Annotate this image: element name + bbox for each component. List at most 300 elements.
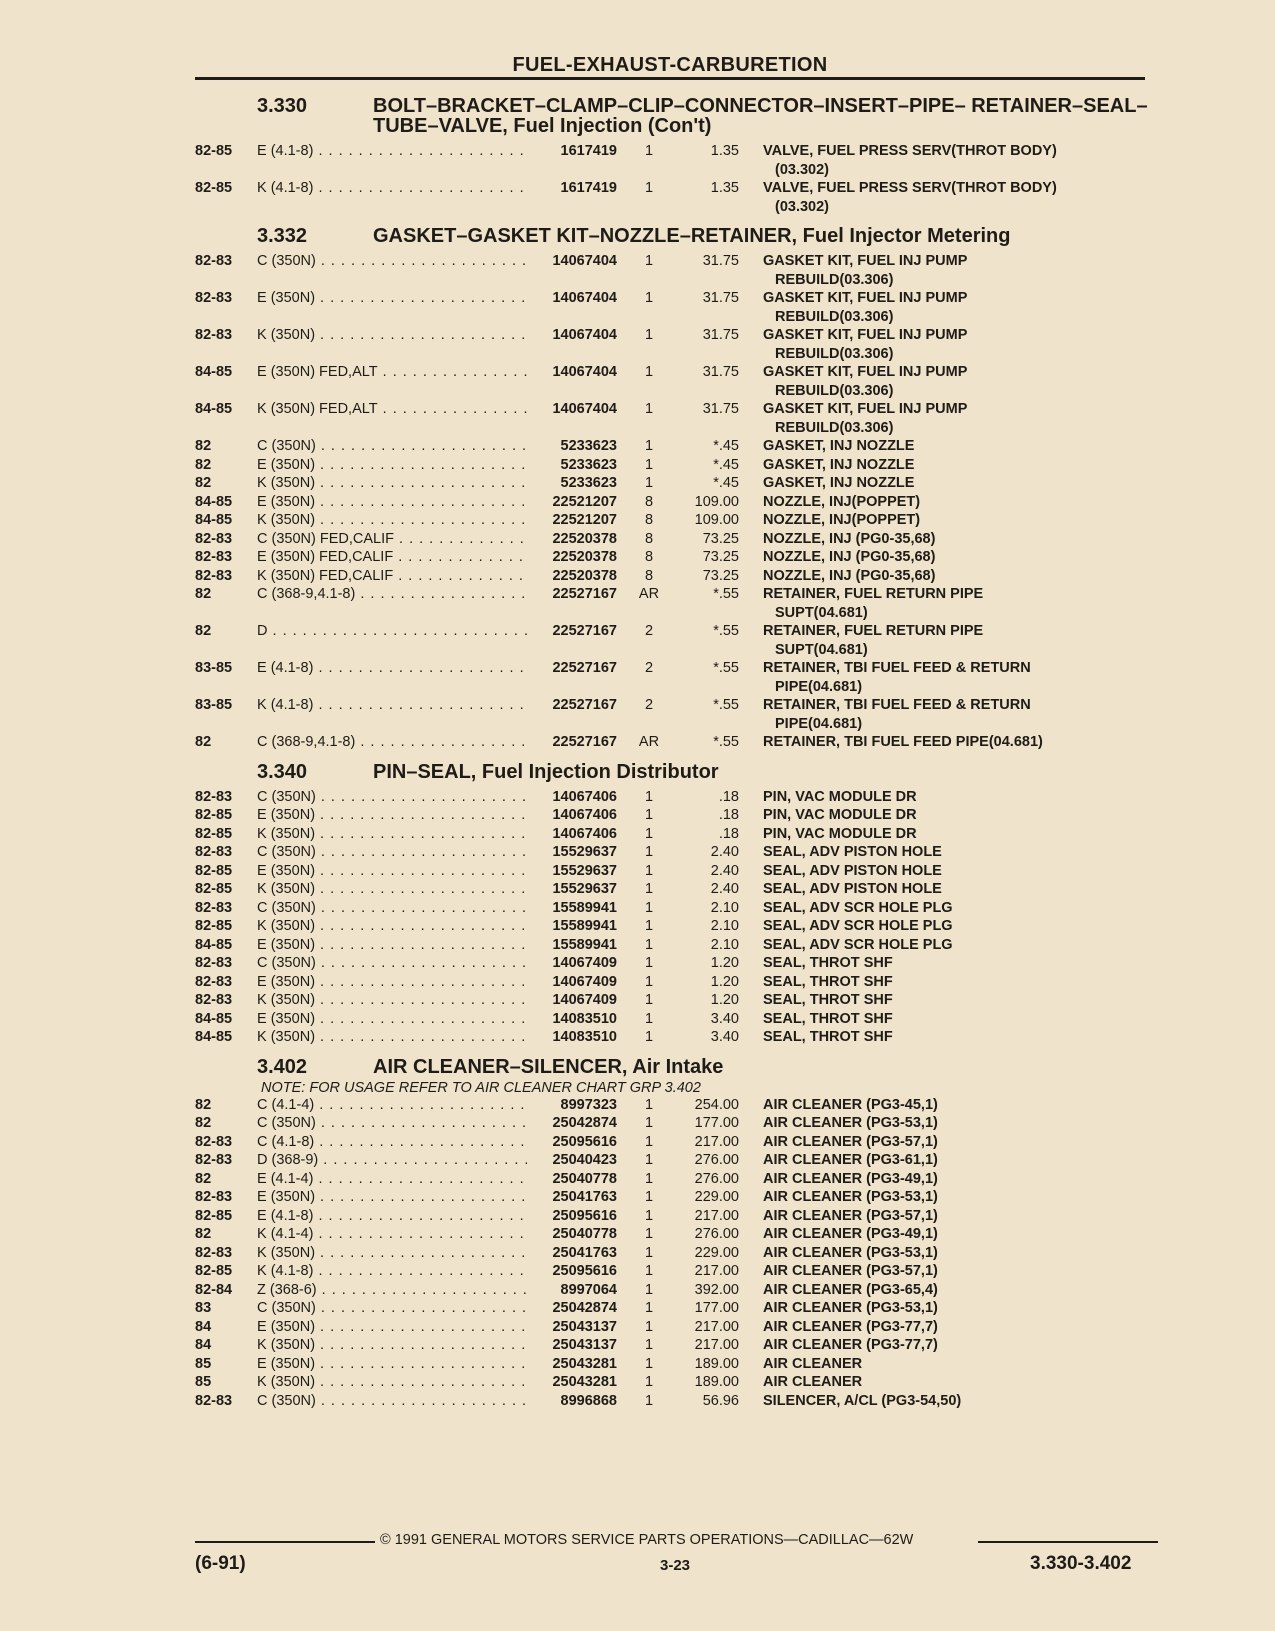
part-row [195,567,1155,586]
part-number: 5233623 [560,438,617,454]
model-code: K (4.1-8) . . . [257,1262,527,1281]
part-description [763,1244,1113,1263]
part-number: 25041763 [552,1189,617,1205]
part-number: 22527167 [552,734,617,750]
part-row [195,1170,1155,1189]
price: 392.00 [694,1281,739,1298]
quantity: 8 [644,567,654,584]
quantity: 1 [644,456,654,473]
model-code: C (350N) . . . [257,437,527,456]
model-years: 83-85 [195,697,233,713]
part-number: 14067404 [552,253,617,269]
part-description [763,1225,1113,1244]
part-row [195,659,1155,696]
quantity: 1 [644,844,654,860]
model-code: C (350N) FED,CALIF . . . [257,530,527,549]
model-years: 82-85 [195,1207,233,1224]
model-code: C (4.1-8) . . . [257,1133,527,1152]
part-number: 15589941 [552,936,617,953]
price: 2.40 [710,881,739,897]
part-number: 25095616 [552,1263,617,1279]
description-line: RETAINER, TBI FUEL FEED & RETURN [763,697,1031,713]
part-number: 1617419 [560,143,617,159]
model-years: 84-85 [195,401,233,417]
part-row [195,806,1155,825]
quantity: 8 [644,493,654,510]
model-code: E (350N) . . . [257,289,527,326]
model-code: E (350N) . . . [257,493,527,512]
model-years: 82-83 [195,955,233,971]
price: 2.40 [710,862,739,879]
description-line: GASKET KIT, FUEL INJ PUMP [763,290,968,306]
part-description [763,585,1113,622]
price: 189.00 [694,1374,739,1390]
part-description [763,696,1113,733]
description-continuation: REBUILD(03.306) [775,382,894,399]
part-description [763,825,1113,844]
part-description [763,511,1113,530]
part-description [763,899,1113,918]
quantity: 1 [644,327,654,343]
price: .18 [718,825,739,842]
quantity: AR [638,586,660,602]
part-row [195,548,1155,567]
model-code: K (350N) . . . [257,474,527,493]
parts-listing [195,96,1155,1410]
description-line: SEAL, THROT SHF [763,1029,893,1045]
quantity: 1 [644,862,654,879]
price: 254.00 [694,1096,739,1113]
quantity: 1 [644,973,654,990]
price: 31.75 [702,401,739,417]
price: .18 [718,807,739,823]
part-number: 22527167 [552,697,617,713]
section-note: NOTE: FOR USAGE REFER TO AIR CLEANER CHART GRP 3.402 [261,1079,701,1096]
model-years: 82-85 [195,918,233,934]
description-line: VALVE, FUEL PRESS SERV(THROT BODY) [763,143,1057,159]
part-row [195,530,1155,549]
description-line: RETAINER, TBI FUEL FEED & RETURN [763,660,1031,676]
part-number: 22520378 [552,530,617,547]
part-number: 14067404 [552,290,617,306]
part-number: 5233623 [560,456,617,473]
price: *.55 [713,660,739,676]
model-code: K (350N) . . . [257,511,527,530]
part-row [195,179,1155,216]
model-years: 84-85 [195,512,233,528]
part-description [763,1096,1113,1115]
model-code: E (350N) . . . [257,456,527,475]
part-row [195,437,1155,456]
part-description [763,1207,1113,1226]
quantity: 1 [644,1263,654,1279]
model-years: 82-85 [195,143,233,159]
footer-rule-left [195,1541,375,1543]
model-years: 83-85 [195,660,233,676]
price: 1.35 [710,143,739,159]
section-title: PIN–SEAL, Fuel Injection Distributor [373,760,719,783]
part-number: 8997064 [560,1281,617,1298]
model-years: 82-83 [195,1133,233,1150]
price: 229.00 [694,1244,739,1261]
section-3-330 [195,96,1155,216]
footer-section-range: 3.330-3.402 [1030,1553,1132,1574]
part-number: 14067406 [552,825,617,842]
quantity: 1 [644,1189,654,1205]
quantity: 1 [644,1152,654,1168]
part-number: 5233623 [560,475,617,491]
model-years: 82-83 [195,253,233,269]
description-line: SEAL, THROT SHF [763,973,893,990]
part-row [195,1133,1155,1152]
model-years: 84-85 [195,493,233,510]
part-description [763,1188,1113,1207]
model-code: K (350N) FED,ALT . . . [257,400,527,437]
model-code: E (4.1-4) . . . [257,1170,527,1189]
description-line: AIR CLEANER (PG3-45,1) [763,1096,938,1113]
model-years: 82 [195,1170,212,1187]
model-code: E (350N) . . . [257,806,527,825]
price: 177.00 [694,1300,739,1316]
section-3-340 [195,762,1155,1047]
description-line: AIR CLEANER (PG3-61,1) [763,1152,938,1168]
part-number: 14067409 [552,955,617,971]
quantity: 1 [644,1133,654,1150]
price: 2.10 [710,918,739,934]
price: 31.75 [702,290,739,306]
quantity: 1 [644,1300,654,1316]
quantity: 1 [644,1029,654,1045]
part-row [195,880,1155,899]
quantity: 1 [644,1226,654,1242]
description-line: AIR CLEANER (PG3-49,1) [763,1170,938,1187]
part-description [763,142,1113,179]
quantity: 1 [644,1281,654,1298]
part-number: 25043137 [552,1318,617,1335]
price: 189.00 [694,1355,739,1372]
description-line: AIR CLEANER (PG3-77,7) [763,1318,938,1335]
part-number: 14067409 [552,992,617,1008]
section-code: 3.330 [257,95,308,117]
section-code: 3.340 [257,760,308,783]
model-years: 82-83 [195,973,233,990]
quantity: 1 [644,180,654,196]
price: *.55 [713,586,739,602]
section-3-332 [195,226,1155,752]
description-line: AIR CLEANER (PG3-53,1) [763,1189,938,1205]
part-number: 22521207 [552,493,617,510]
part-number: 25040423 [552,1152,617,1168]
price: 1.20 [710,973,739,990]
model-years: 82 [195,623,212,639]
part-row [195,585,1155,622]
description-line: NOZZLE, INJ (PG0-35,68) [763,567,936,584]
quantity: 1 [644,438,654,454]
description-line: NOZZLE, INJ(POPPET) [763,493,921,510]
part-number: 25043137 [552,1337,617,1353]
model-code: C (4.1-4) . . . [257,1096,527,1115]
price: 217.00 [694,1337,739,1353]
section-code: 3.332 [257,225,308,247]
part-number: 14067409 [552,973,617,990]
part-number: 14067404 [552,364,617,380]
model-code: K (4.1-4) . . . [257,1225,527,1244]
quantity: 8 [644,512,654,528]
price: 56.96 [702,1392,739,1409]
model-years: 82-83 [195,327,233,343]
price: 2.10 [710,936,739,953]
part-description [763,954,1113,973]
part-row [195,917,1155,936]
part-row [195,1392,1155,1411]
description-continuation: SUPT(04.681) [775,604,868,621]
model-code: K (350N) . . . [257,917,527,936]
quantity: 1 [644,1318,654,1335]
quantity: 1 [644,936,654,953]
price: 73.25 [702,549,739,565]
footer-date: (6-91) [195,1553,246,1574]
part-description [763,1010,1113,1029]
description-line: SEAL, ADV SCR HOLE PLG [763,918,953,934]
model-years: 82-85 [195,825,233,842]
part-row [195,1299,1155,1318]
section-title: GASKET–GASKET KIT–NOZZLE–RETAINER, Fuel Injector Metering [373,225,1011,247]
description-line: RETAINER, TBI FUEL FEED PIPE(04.681) [763,734,1043,750]
description-continuation: SUPT(04.681) [775,641,868,658]
part-row [195,788,1155,807]
part-row [195,456,1155,475]
part-number: 14067406 [552,807,617,823]
part-number: 25041763 [552,1244,617,1261]
model-code: E (4.1-8) . . . [257,1207,527,1226]
model-code: D (368-9) . . . [257,1151,527,1170]
part-description [763,862,1113,881]
part-description [763,474,1113,493]
model-years: 85 [195,1374,212,1390]
part-description [763,1299,1113,1318]
model-years: 84 [195,1318,212,1335]
part-row [195,1188,1155,1207]
quantity: 1 [644,364,654,380]
quantity: 1 [644,1096,654,1113]
quantity: 1 [644,143,654,159]
quantity: 1 [644,253,654,269]
model-code: C (350N) . . . [257,788,527,807]
description-continuation: REBUILD(03.306) [775,271,894,288]
model-years: 82-83 [195,992,233,1008]
quantity: 1 [644,1115,654,1131]
model-code: C (368-9,4.1-8) . . . [257,585,527,622]
quantity: 1 [644,788,654,805]
part-description [763,456,1113,475]
description-line: GASKET, INJ NOZZLE [763,438,915,454]
part-row [195,142,1155,179]
quantity: 1 [644,899,654,916]
section-title: BOLT–BRACKET–CLAMP–CLIP–CONNECTOR–INSERT–PIPE– RETAINER–SEAL–TUBE–VALVE, Fuel Injection (Con't) [373,95,1148,137]
description-continuation: (03.302) [775,198,830,215]
part-description [763,936,1113,955]
model-years: 83 [195,1300,212,1316]
model-code: K (4.1-8) . . . [257,696,527,733]
price: 276.00 [694,1170,739,1187]
quantity: 2 [644,623,654,639]
model-years: 82-83 [195,1189,233,1205]
model-code: K (350N) . . . [257,1336,527,1355]
price: 229.00 [694,1189,739,1205]
part-row [195,899,1155,918]
part-description [763,1281,1113,1300]
model-years: 82-85 [195,807,233,823]
model-code: C (350N) . . . [257,843,527,862]
part-number: 15589941 [552,899,617,916]
description-line: SILENCER, A/CL (PG3-54,50) [763,1392,962,1409]
header-rule [195,77,1145,80]
price: 73.25 [702,530,739,547]
part-description [763,289,1113,326]
description-line: AIR CLEANER (PG3-57,1) [763,1263,938,1279]
model-years: 82 [195,1226,212,1242]
section-heading [195,762,1155,782]
part-row [195,326,1155,363]
description-line: AIR CLEANER [763,1355,863,1372]
quantity: 1 [644,881,654,897]
part-description [763,252,1113,289]
part-description [763,991,1113,1010]
part-row [195,1096,1155,1115]
footer-page-number: 3-23 [660,1557,691,1574]
part-description [763,917,1113,936]
part-row [195,843,1155,862]
price: 1.20 [710,955,739,971]
part-row [195,474,1155,493]
part-number: 8996868 [560,1392,617,1409]
model-years: 82-83 [195,1152,233,1168]
model-code: C (350N) . . . [257,1299,527,1318]
price: 2.10 [710,899,739,916]
quantity: 8 [644,549,654,565]
model-years: 82 [195,1115,212,1131]
model-years: 82-83 [195,530,233,547]
price: 177.00 [694,1115,739,1131]
quantity: 1 [644,475,654,491]
part-row [195,493,1155,512]
model-code: E (350N) . . . [257,973,527,992]
description-line: GASKET, INJ NOZZLE [763,456,915,473]
description-line: NOZZLE, INJ (PG0-35,68) [763,530,936,547]
quantity: 1 [644,1207,654,1224]
part-description [763,1133,1113,1152]
model-code: E (350N) FED,CALIF . . . [257,548,527,567]
price: 31.75 [702,253,739,269]
model-code: E (350N) FED,ALT . . . [257,363,527,400]
footer-copyright: © 1991 GENERAL MOTORS SERVICE PARTS OPERATIONS—CADILLAC—62W [380,1532,914,1548]
part-row [195,511,1155,530]
description-continuation: PIPE(04.681) [775,678,863,695]
description-line: AIR CLEANER (PG3-77,7) [763,1337,938,1353]
quantity: 1 [644,1355,654,1372]
description-line: PIN, VAC MODULE DR [763,807,917,823]
part-number: 25095616 [552,1207,617,1224]
description-line: RETAINER, FUEL RETURN PIPE [763,623,984,639]
quantity: 8 [644,530,654,547]
description-line: GASKET, INJ NOZZLE [763,475,915,491]
part-number: 14067404 [552,401,617,417]
part-row [195,1151,1155,1170]
description-line: SEAL, THROT SHF [763,955,893,971]
part-description [763,1151,1113,1170]
description-line: SEAL, ADV PISTON HOLE [763,881,942,897]
price: 109.00 [694,493,739,510]
model-code: E (350N) . . . [257,1010,527,1029]
price: *.55 [713,734,739,750]
model-years: 85 [195,1355,212,1372]
price: 276.00 [694,1226,739,1242]
section-heading [195,1057,1155,1077]
quantity: 2 [644,660,654,676]
part-description [763,1114,1113,1133]
model-code: K (350N) . . . [257,1028,527,1047]
model-code: Z (368-6) . . . [257,1281,527,1300]
part-description [763,659,1113,696]
section-code: 3.402 [257,1055,308,1078]
part-number: 14067406 [552,788,617,805]
model-years: 82-83 [195,844,233,860]
description-continuation: REBUILD(03.306) [775,419,894,436]
model-code: K (350N) . . . [257,991,527,1010]
model-years: 82-83 [195,290,233,306]
part-number: 15589941 [552,918,617,934]
model-code: D . . . [257,622,527,659]
model-code: C (350N) . . . [257,1114,527,1133]
price: 217.00 [694,1207,739,1224]
description-line: AIR CLEANER (PG3-53,1) [763,1115,938,1131]
part-description [763,788,1113,807]
price: 109.00 [694,512,739,528]
part-number: 25042874 [552,1300,617,1316]
model-code: K (350N) . . . [257,326,527,363]
part-row [195,622,1155,659]
part-number: 25043281 [552,1355,617,1372]
part-number: 14083510 [552,1029,617,1045]
part-number: 8997323 [560,1096,617,1113]
part-row [195,1225,1155,1244]
part-description [763,1262,1113,1281]
section-heading [195,226,1155,246]
model-years: 82-83 [195,1244,233,1261]
quantity: 1 [644,1374,654,1390]
model-code: E (350N) . . . [257,1188,527,1207]
part-row [195,1281,1155,1300]
part-description [763,179,1113,216]
section-title: AIR CLEANER–SILENCER, Air Intake [373,1055,724,1078]
model-code: C (350N) . . . [257,899,527,918]
description-line: AIR CLEANER [763,1374,863,1390]
part-description [763,1392,1113,1411]
footer-rule-right [978,1541,1158,1543]
page-header: FUEL-EXHAUST-CARBURETION [512,54,828,76]
description-line: PIN, VAC MODULE DR [763,788,917,805]
model-code: K (350N) FED,CALIF . . . [257,567,527,586]
part-description [763,548,1113,567]
model-code: C (350N) . . . [257,1392,527,1411]
part-description [763,843,1113,862]
part-description [763,1355,1113,1374]
quantity: 1 [644,1170,654,1187]
quantity: 1 [644,401,654,417]
part-row [195,1373,1155,1392]
description-line: SEAL, THROT SHF [763,992,893,1008]
description-line: GASKET KIT, FUEL INJ PUMP [763,401,968,417]
